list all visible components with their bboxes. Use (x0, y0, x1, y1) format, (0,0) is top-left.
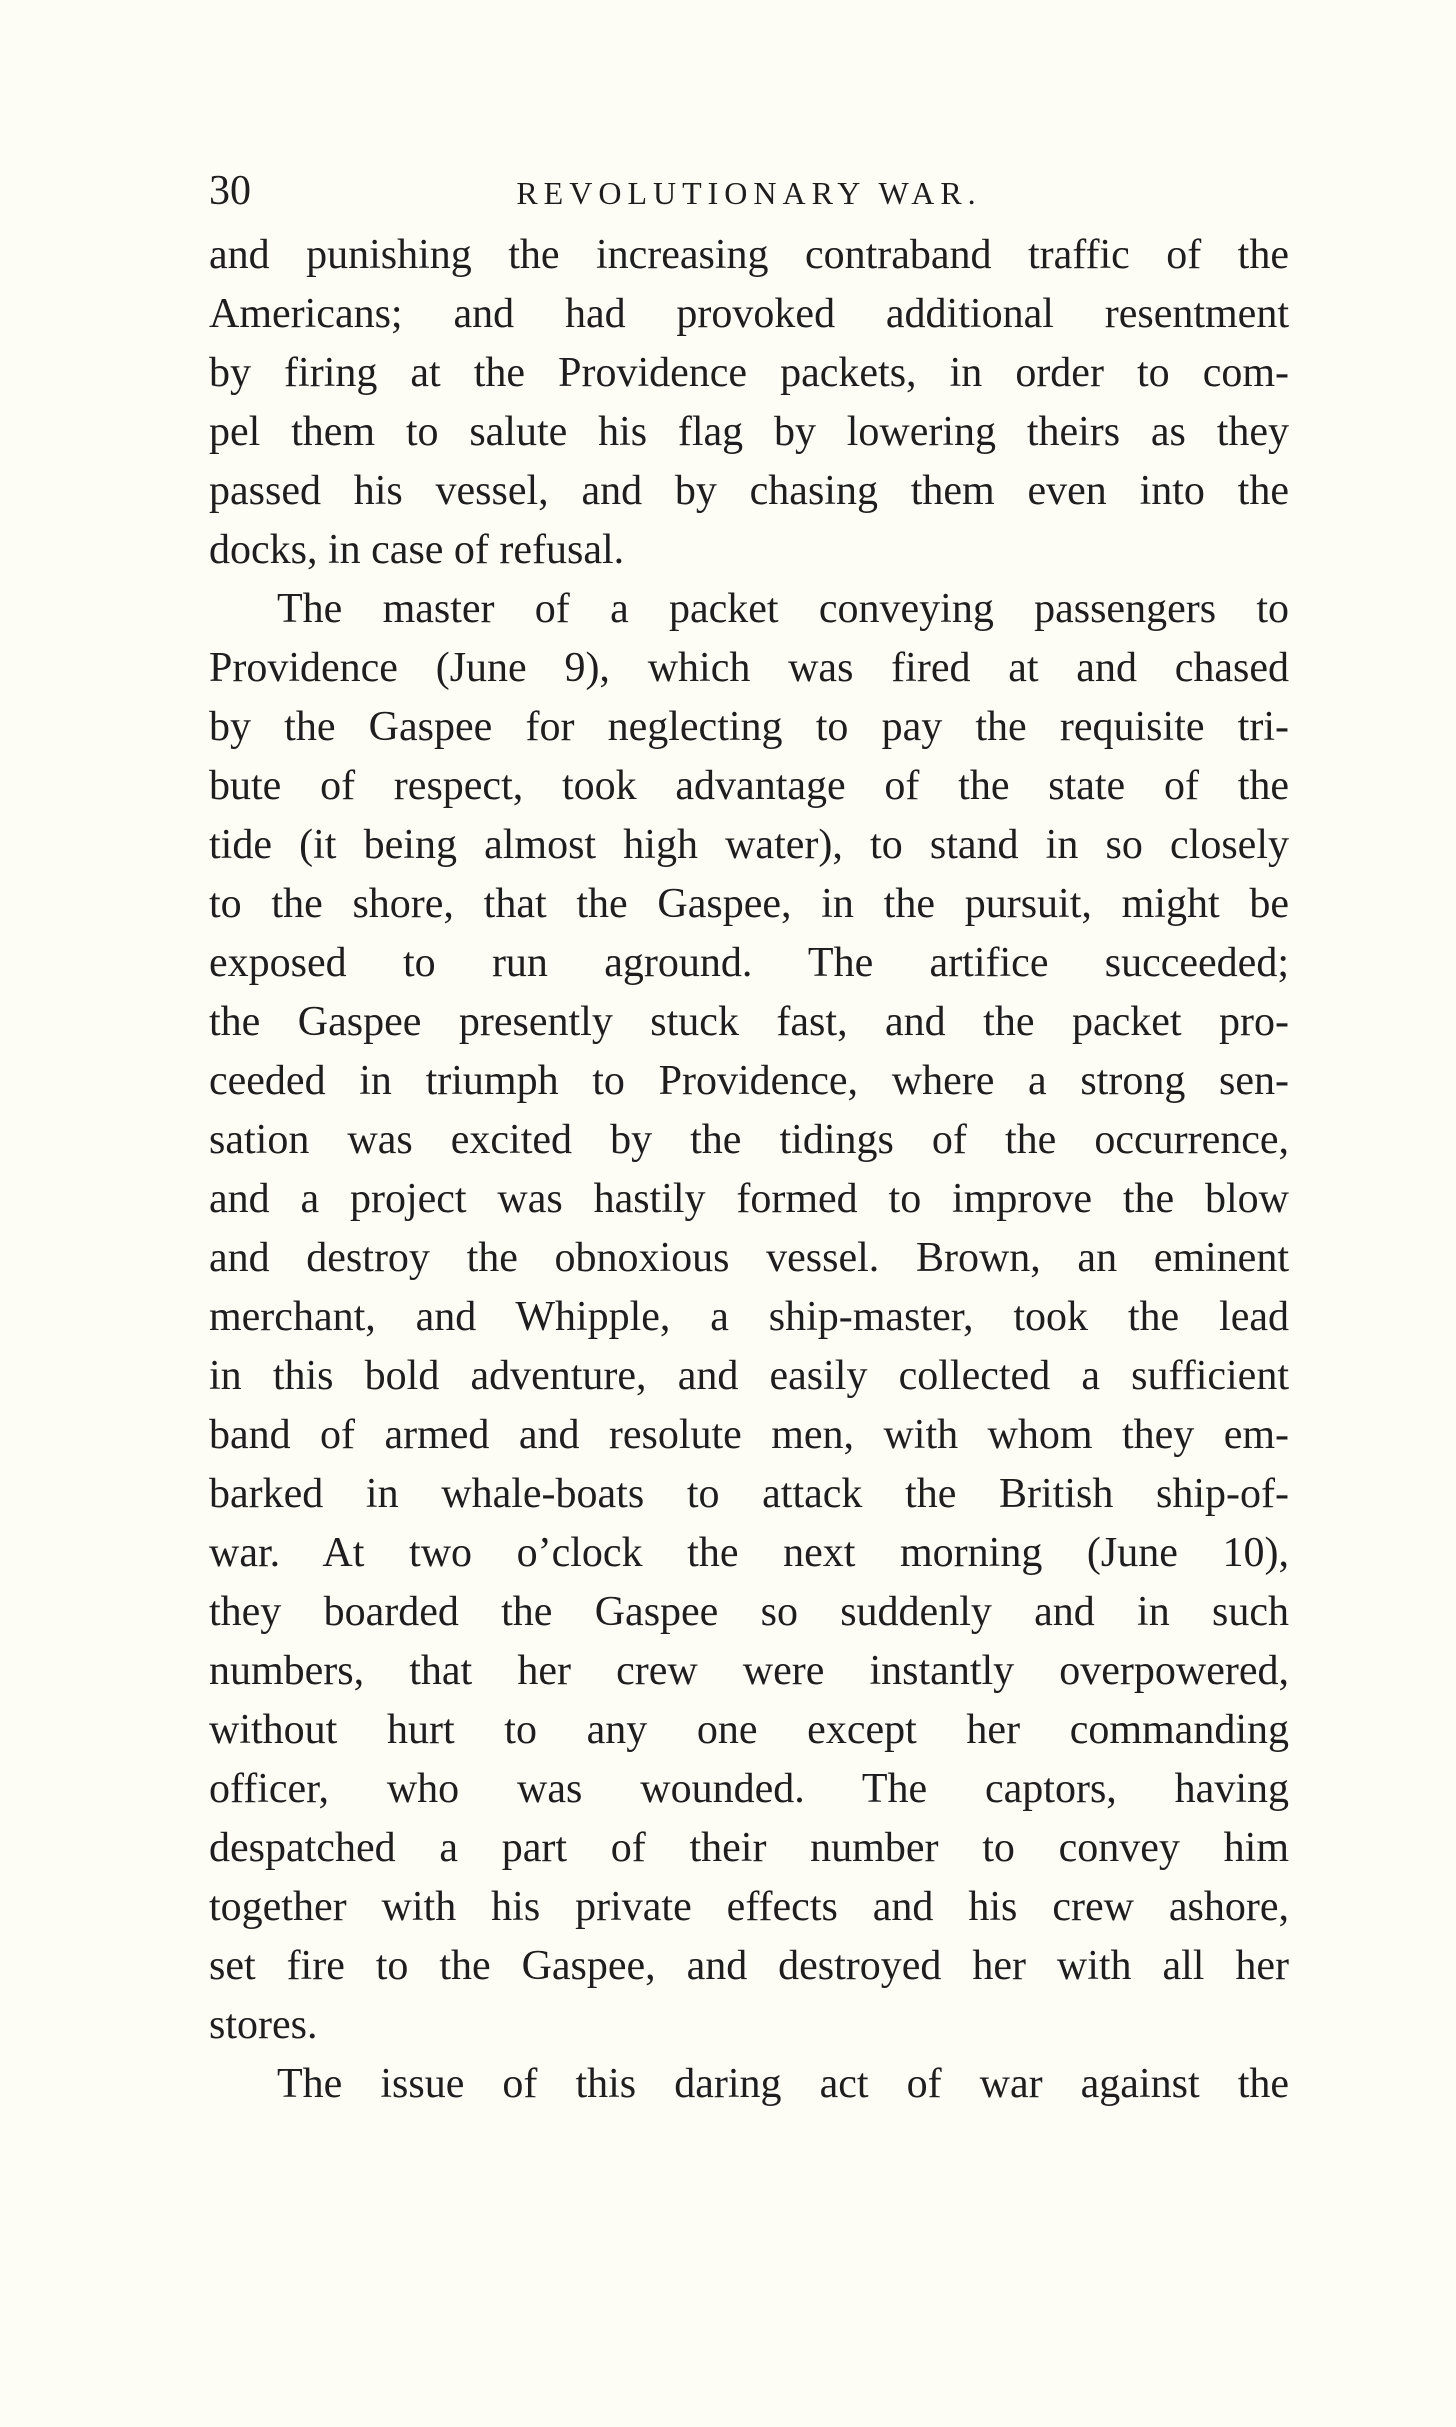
text-line: tide (it being almost high water), to stand in so closely (209, 822, 1289, 868)
text-line: they boarded the Gaspee so suddenly and in such (209, 1589, 1289, 1635)
text-line: numbers, that her crew were instantly overpowered, (209, 1648, 1289, 1694)
text-line: the Gaspee presently stuck fast, and the packet pro- (209, 999, 1289, 1045)
text-line: sation was excited by the tidings of the occurrence, (209, 1117, 1289, 1163)
text-line: by the Gaspee for neglecting to pay the requisite tri- (209, 704, 1289, 750)
text-line: bute of respect, took advantage of the state of the (209, 763, 1289, 809)
text-line: without hurt to any one except her commanding (209, 1707, 1289, 1753)
text-line: together with his private effects and his crew ashore, (209, 1884, 1289, 1930)
text-line: by firing at the Providence packets, in order to com- (209, 350, 1289, 396)
text-line: docks, in case of refusal. (209, 527, 625, 573)
text-line: passed his vessel, and by chasing them even into the (209, 468, 1289, 514)
running-head (209, 166, 1289, 216)
text-line: merchant, and Whipple, a ship-master, took the lead (209, 1294, 1289, 1340)
text-line: and punishing the increasing contraband traffic of the (209, 232, 1289, 278)
text-line: and a project was hastily formed to improve the blow (209, 1176, 1289, 1222)
text-line: to the shore, that the Gaspee, in the pursuit, might be (209, 881, 1289, 927)
body-text (209, 226, 1289, 2114)
text-line: war. At two o’clock the next morning (June 10), (209, 1530, 1289, 1576)
running-title: REVOLUTIONARY WAR. (516, 175, 982, 211)
text-line: Americans; and had provoked additional resentment (209, 291, 1289, 337)
text-line: set fire to the Gaspee, and destroyed her with all her (209, 1943, 1289, 1989)
page-number: 30 (209, 168, 251, 214)
text-line: officer, who was wounded. The captors, having (209, 1766, 1289, 1812)
text-line: exposed to run aground. The artifice succeeded; (209, 940, 1289, 986)
text-line: and destroy the obnoxious vessel. Brown, an eminent (209, 1235, 1289, 1281)
text-line: despatched a part of their number to convey him (209, 1825, 1289, 1871)
text-line: The issue of this daring act of war against the (277, 2061, 1289, 2107)
text-line: barked in whale-boats to attack the British ship-of- (209, 1471, 1289, 1517)
text-line: band of armed and resolute men, with whom they em- (209, 1412, 1289, 1458)
text-line: in this bold adventure, and easily collected a sufficient (209, 1353, 1289, 1399)
text-line: stores. (209, 2002, 318, 2048)
text-line: pel them to salute his flag by lowering theirs as they (209, 409, 1289, 455)
text-line: Providence (June 9), which was fired at and chased (209, 645, 1289, 691)
text-line: ceeded in triumph to Providence, where a strong sen- (209, 1058, 1289, 1104)
text-line: The master of a packet conveying passengers to (277, 586, 1289, 632)
